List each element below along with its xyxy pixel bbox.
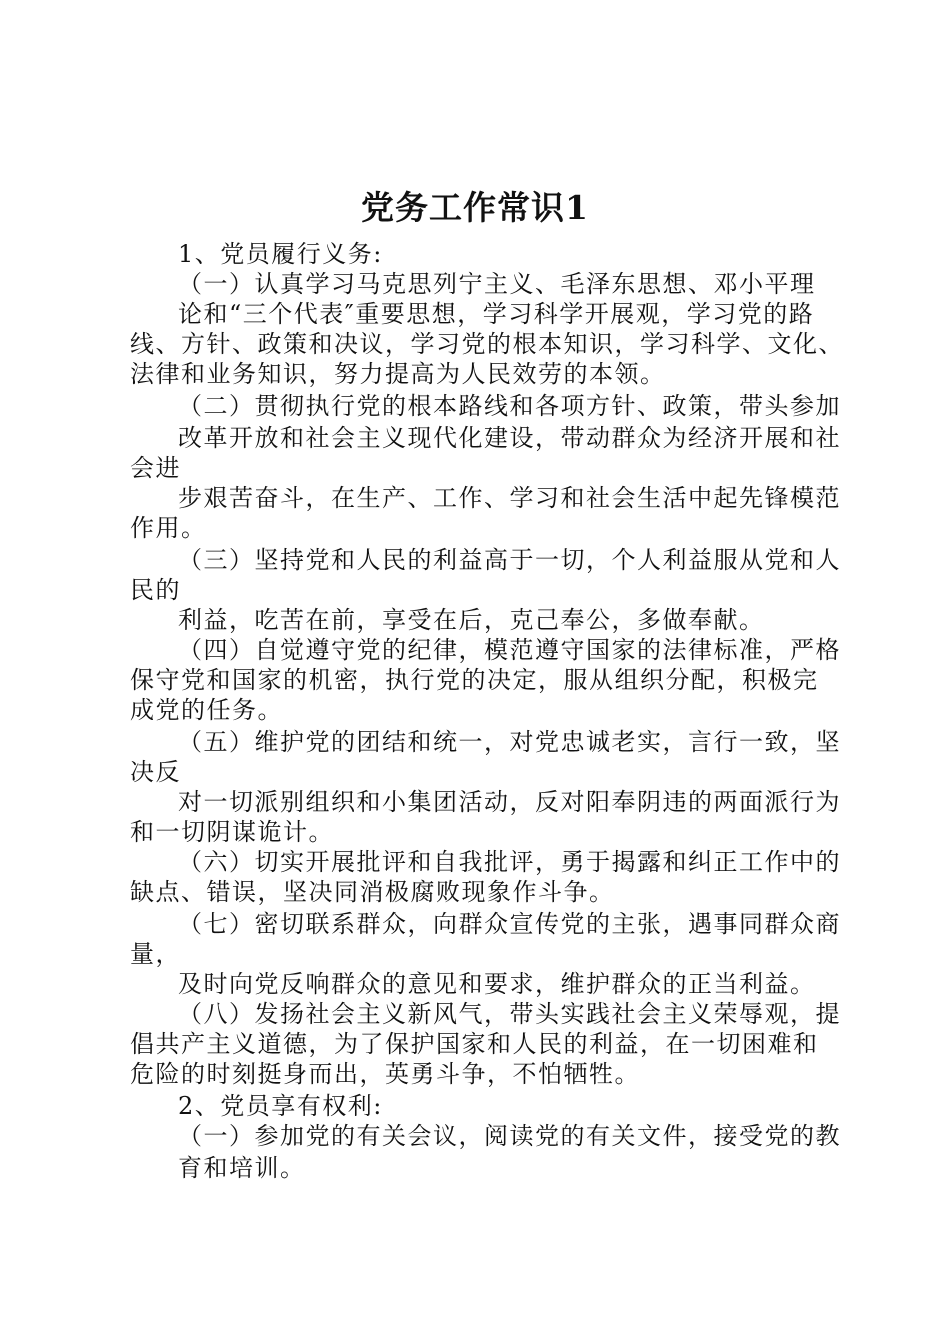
text-line: 步艰苦奋斗，在生产、工作、学习和社会生活中起先锋模范 — [178, 484, 841, 512]
text-line: 缺点、错误，坚决同消极腐败现象作斗争。 — [130, 878, 615, 906]
text-line: 改革开放和社会主义现代化建设，带动群众为经济开展和社 — [178, 424, 841, 452]
text-line: 法律和业务知识，努力提高为人民效劳的本领。 — [130, 360, 666, 388]
text-line: 育和培训。 — [178, 1154, 306, 1182]
text-line: （六）切实开展批评和自我批评，勇于揭露和纠正工作中的 — [178, 848, 841, 876]
text-line: 线、方针、政策和决议，学习党的根本知识，学习科学、文化、 — [130, 330, 844, 358]
text-line: （五）维护党的团结和统一，对党忠诚老实，言行一致，坚 — [178, 728, 841, 756]
text-line: 决反 — [130, 758, 181, 786]
text-line: 1、党员履行义务: — [178, 240, 383, 268]
text-line: 量， — [130, 940, 181, 968]
text-line: 保守党和国家的机密，执行党的决定，服从组织分配，积极完 — [130, 666, 819, 694]
text-line: （三）坚持党和人民的利益高于一切，个人利益服从党和人 — [178, 546, 841, 574]
document-title: 党务工作常识1 — [361, 188, 589, 227]
text-line: （八）发扬社会主义新风气，带头实践社会主义荣辱观，提 — [178, 1000, 841, 1028]
text-line: 利益，吃苦在前，享受在后，克己奉公，多做奉献。 — [178, 606, 765, 634]
text-line: 和一切阴谋诡计。 — [130, 818, 334, 846]
text-line: （七）密切联系群众，向群众宣传党的主张，遇事同群众商 — [178, 910, 841, 938]
text-line: 对一切派别组织和小集团活动，反对阳奉阴违的两面派行为 — [178, 788, 841, 816]
text-line: （一）参加党的有关会议，阅读党的有关文件，接受党的教 — [178, 1122, 841, 1150]
text-line: 2、党员享有权利: — [178, 1092, 383, 1120]
text-line: 危险的时刻挺身而出，英勇斗争，不怕牺牲。 — [130, 1060, 640, 1088]
text-line: 倡共产主义道德，为了保护国家和人民的利益，在一切困难和 — [130, 1030, 819, 1058]
text-line: （四）自觉遵守党的纪律，模范遵守国家的法律标准，严格 — [178, 636, 841, 664]
text-line: （二）贯彻执行党的根本路线和各项方针、政策，带头参加 — [178, 392, 841, 420]
text-line: （一）认真学习马克思列宁主义、毛泽东思想、邓小平理 — [178, 270, 816, 298]
text-line: 会进 — [130, 454, 181, 482]
text-line: 论和“三个代表″重要思想，学习科学开展观，学习党的路 — [178, 300, 815, 328]
text-line: 作用。 — [130, 514, 207, 542]
text-line: 成党的任务。 — [130, 696, 283, 724]
text-line: 及时向党反响群众的意见和要求，维护群众的正当利益。 — [178, 970, 816, 998]
text-line: 民的 — [130, 576, 181, 604]
